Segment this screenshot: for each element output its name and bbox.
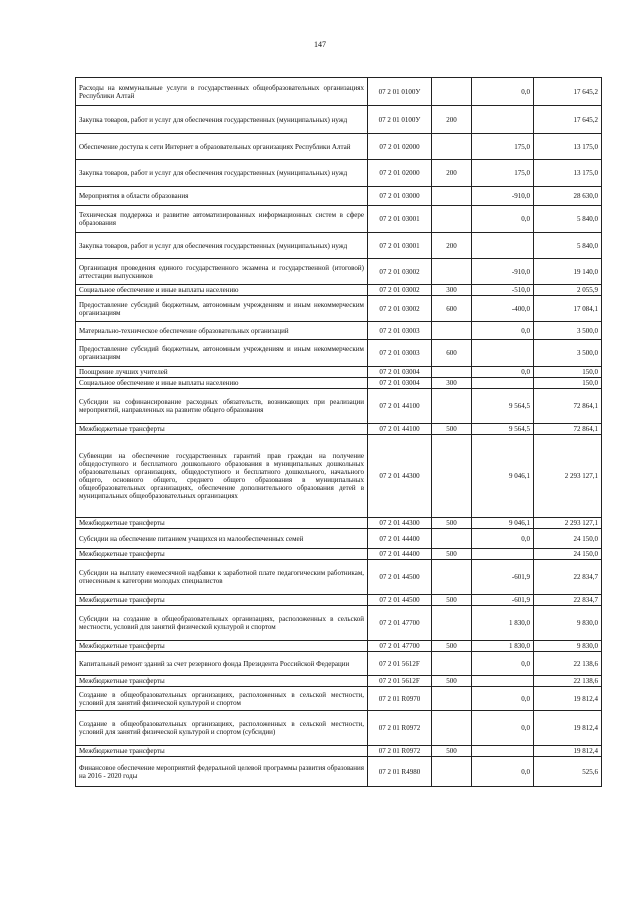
row-expense-type: 200: [432, 160, 472, 187]
row-total: 72 864,1: [534, 389, 602, 424]
row-total: 5 840,0: [534, 206, 602, 233]
table-row: [76, 233, 602, 259]
row-change: 175,0: [472, 134, 534, 160]
row-change: 0,0: [472, 757, 534, 787]
row-expense-type: 500: [432, 424, 472, 435]
row-expense-type: [432, 652, 472, 676]
row-change: 0,0: [472, 206, 534, 233]
row-change: 0,0: [472, 322, 534, 340]
row-change: -910,0: [472, 259, 534, 285]
row-change: 9 046,1: [472, 518, 534, 529]
row-name: Межбюджетные трансферты: [76, 424, 368, 435]
table-row: [76, 424, 602, 435]
row-code: 07 2 01 03003: [368, 340, 432, 367]
row-name: Субсидии на софинансирование расходных обязательств, возникающих при реализации мероприятий, направленных на развитие общего образования: [76, 389, 368, 424]
table-row: [76, 206, 602, 233]
row-expense-type: 500: [432, 746, 472, 757]
row-expense-type: 500: [432, 641, 472, 652]
row-total: 17 084,1: [534, 296, 602, 322]
table-row: [76, 595, 602, 606]
row-change: -400,0: [472, 296, 534, 322]
row-total: 3 500,0: [534, 322, 602, 340]
row-expense-type: [432, 435, 472, 518]
row-change: [472, 340, 534, 367]
row-name: Субсидии на выплату ежемесячной надбавки к заработной плате педагогическим работникам, отнесенным к категории молодых специалистов: [76, 560, 368, 595]
row-code: 07 2 01 03002: [368, 296, 432, 322]
row-expense-type: [432, 606, 472, 641]
row-code: 07 2 01 47700: [368, 606, 432, 641]
row-change: [472, 549, 534, 560]
row-name: Предоставление субсидий бюджетным, автономным учреждениям и иным некоммерческим организациям: [76, 340, 368, 367]
row-expense-type: [432, 687, 472, 711]
row-change: 9 564,5: [472, 389, 534, 424]
row-change: [472, 746, 534, 757]
table-row: [76, 340, 602, 367]
row-code: 07 2 01 44400: [368, 529, 432, 549]
row-total: 9 830,0: [534, 606, 602, 641]
row-code: 07 2 01 R0970: [368, 687, 432, 711]
row-code: 07 2 01 03004: [368, 378, 432, 389]
row-code: 07 2 01 44500: [368, 595, 432, 606]
table-row: [76, 529, 602, 549]
row-expense-type: [432, 187, 472, 206]
row-change: [472, 676, 534, 687]
table-row: [76, 606, 602, 641]
row-total: 2 055,9: [534, 285, 602, 296]
row-name: Техническая поддержка и развитие автоматизированных информационных систем в сфере образования: [76, 206, 368, 233]
row-expense-type: [432, 711, 472, 746]
page-number: 147: [314, 40, 326, 49]
row-name: Финансовое обеспечение мероприятий федеральной целевой программы развития образования на 2016 - 2020 годы: [76, 757, 368, 787]
row-change: -601,9: [472, 595, 534, 606]
row-change: 0,0: [472, 687, 534, 711]
row-expense-type: 600: [432, 296, 472, 322]
row-code: 07 2 01 R4980: [368, 757, 432, 787]
row-code: 07 2 01 02000: [368, 160, 432, 187]
row-expense-type: 600: [432, 340, 472, 367]
row-total: 17 645,2: [534, 78, 602, 106]
row-code: 07 2 01 0100У: [368, 78, 432, 106]
row-code: 07 2 01 0100У: [368, 106, 432, 134]
table-row: [76, 160, 602, 187]
row-code: 07 2 01 02000: [368, 134, 432, 160]
row-code: 07 2 01 44400: [368, 549, 432, 560]
row-change: 0,0: [472, 652, 534, 676]
row-code: 07 2 01 5612F: [368, 676, 432, 687]
row-expense-type: 200: [432, 233, 472, 259]
row-total: 9 830,0: [534, 641, 602, 652]
row-code: 07 2 01 R0972: [368, 711, 432, 746]
row-total: 19 812,4: [534, 711, 602, 746]
row-name: Создание в общеобразовательных организациях, расположенных в сельской местности, условий для занятий физической культурой и спортом: [76, 687, 368, 711]
table-row: [76, 549, 602, 560]
row-code: 07 2 01 44100: [368, 424, 432, 435]
table-row: [76, 641, 602, 652]
row-code: 07 2 01 03000: [368, 187, 432, 206]
row-expense-type: [432, 206, 472, 233]
row-expense-type: 300: [432, 285, 472, 296]
row-code: 07 2 01 44300: [368, 435, 432, 518]
budget-table: [75, 77, 602, 787]
row-change: [472, 378, 534, 389]
row-name: Предоставление субсидий бюджетным, автономным учреждениям и иным некоммерческим организациям: [76, 296, 368, 322]
row-code: 07 2 01 44100: [368, 389, 432, 424]
row-expense-type: 300: [432, 378, 472, 389]
row-total: 13 175,0: [534, 134, 602, 160]
row-total: 3 500,0: [534, 340, 602, 367]
row-total: 150,0: [534, 378, 602, 389]
row-total: 72 864,1: [534, 424, 602, 435]
row-expense-type: [432, 78, 472, 106]
row-total: 22 834,7: [534, 560, 602, 595]
row-name: Поощрение лучших учителей: [76, 367, 368, 378]
row-name: Субсидии на обеспечение питанием учащихся из малообеспеченных семей: [76, 529, 368, 549]
row-total: 5 840,0: [534, 233, 602, 259]
table-row: [76, 389, 602, 424]
row-name: Создание в общеобразовательных организациях, расположенных в сельской местности, условий для занятий физической культурой и спортом (субсидии): [76, 711, 368, 746]
row-total: 525,6: [534, 757, 602, 787]
row-change: [472, 233, 534, 259]
row-expense-type: 500: [432, 549, 472, 560]
row-total: 2 293 127,1: [534, 435, 602, 518]
table-row: [76, 187, 602, 206]
table-row: [76, 322, 602, 340]
row-expense-type: 500: [432, 518, 472, 529]
row-total: 28 630,0: [534, 187, 602, 206]
row-name: Обеспечение доступа к сети Интернет в образовательных организациях Республики Алтай: [76, 134, 368, 160]
table-row: [76, 676, 602, 687]
row-expense-type: [432, 560, 472, 595]
row-expense-type: [432, 389, 472, 424]
row-name: Субвенции на обеспечение государственных гарантий прав граждан на получение общедоступного и бесплатного дошкольного образования в муниципальных дошкольных образовательных организациях, общедоступного и бесплатного дошкольного, начального общего, основного общего, среднего общего образования в муниципальных общеобразовательных организациях, обеспечение дополнительного образования детей в муниципальных общеобразовательных организациях: [76, 435, 368, 518]
row-name: Закупка товаров, работ и услуг для обеспечения государственных (муниципальных) нужд: [76, 160, 368, 187]
table-row: [76, 518, 602, 529]
table-row: [76, 134, 602, 160]
row-code: 07 2 01 03001: [368, 206, 432, 233]
row-expense-type: [432, 529, 472, 549]
row-change: 0,0: [472, 711, 534, 746]
row-code: 07 2 01 R0972: [368, 746, 432, 757]
row-name: Мероприятия в области образования: [76, 187, 368, 206]
row-name: Организация проведения единого государственного экзамена и государственной (итоговой) аттестации выпускников: [76, 259, 368, 285]
table-row: [76, 560, 602, 595]
table-row: [76, 378, 602, 389]
row-expense-type: 500: [432, 595, 472, 606]
row-total: 19 812,4: [534, 687, 602, 711]
table-row: [76, 711, 602, 746]
row-code: 07 2 01 47700: [368, 641, 432, 652]
table-row: [76, 746, 602, 757]
row-expense-type: [432, 367, 472, 378]
table-row: [76, 296, 602, 322]
row-change: -601,9: [472, 560, 534, 595]
row-total: 22 834,7: [534, 595, 602, 606]
row-name: Межбюджетные трансферты: [76, 595, 368, 606]
table-row: [76, 367, 602, 378]
row-total: 24 150,0: [534, 529, 602, 549]
row-code: 07 2 01 03001: [368, 233, 432, 259]
row-change: 9 564,5: [472, 424, 534, 435]
row-change: 9 046,1: [472, 435, 534, 518]
row-name: Межбюджетные трансферты: [76, 549, 368, 560]
row-change: 0,0: [472, 367, 534, 378]
row-code: 07 2 01 44500: [368, 560, 432, 595]
row-change: -910,0: [472, 187, 534, 206]
row-code: 07 2 01 03004: [368, 367, 432, 378]
row-total: 17 645,2: [534, 106, 602, 134]
row-total: 19 812,4: [534, 746, 602, 757]
row-change: -510,0: [472, 285, 534, 296]
row-expense-type: [432, 134, 472, 160]
row-change: 0,0: [472, 78, 534, 106]
row-code: 07 2 01 44300: [368, 518, 432, 529]
table-row: [76, 687, 602, 711]
row-expense-type: 500: [432, 676, 472, 687]
table-row: [76, 652, 602, 676]
table-row: [76, 285, 602, 296]
row-total: 13 175,0: [534, 160, 602, 187]
row-expense-type: 200: [432, 106, 472, 134]
table-row: [76, 435, 602, 518]
budget-table-body: [76, 78, 602, 787]
row-name: Закупка товаров, работ и услуг для обеспечения государственных (муниципальных) нужд: [76, 106, 368, 134]
row-total: 22 138,6: [534, 652, 602, 676]
row-code: 07 2 01 5612F: [368, 652, 432, 676]
table-row: [76, 757, 602, 787]
row-total: 19 140,0: [534, 259, 602, 285]
row-code: 07 2 01 03003: [368, 322, 432, 340]
row-expense-type: [432, 757, 472, 787]
row-name: Социальное обеспечение и иные выплаты населению: [76, 378, 368, 389]
table-row: [76, 259, 602, 285]
row-expense-type: [432, 259, 472, 285]
row-name: Межбюджетные трансферты: [76, 641, 368, 652]
row-change: 0,0: [472, 529, 534, 549]
row-name: Расходы на коммунальные услуги в государственных общеобразовательных организациях Республики Алтай: [76, 78, 368, 106]
row-change: [472, 106, 534, 134]
row-name: Субсидии на создание в общеобразовательных организациях, расположенных в сельской местности, условий для занятий физической культурой и спортом: [76, 606, 368, 641]
row-change: 175,0: [472, 160, 534, 187]
row-name: Межбюджетные трансферты: [76, 676, 368, 687]
row-name: Капитальный ремонт зданий за счет резервного фонда Президента Российской Федерации: [76, 652, 368, 676]
row-code: 07 2 01 03002: [368, 259, 432, 285]
row-code: 07 2 01 03002: [368, 285, 432, 296]
row-name: Межбюджетные трансферты: [76, 518, 368, 529]
row-name: Материально-техническое обеспечение образовательных организаций: [76, 322, 368, 340]
row-expense-type: [432, 322, 472, 340]
row-change: 1 830,0: [472, 641, 534, 652]
row-total: 150,0: [534, 367, 602, 378]
row-name: Социальное обеспечение и иные выплаты населению: [76, 285, 368, 296]
row-total: 24 150,0: [534, 549, 602, 560]
table-row: [76, 78, 602, 106]
row-name: Межбюджетные трансферты: [76, 746, 368, 757]
table-row: [76, 106, 602, 134]
row-total: 2 293 127,1: [534, 518, 602, 529]
row-total: 22 138,6: [534, 676, 602, 687]
row-name: Закупка товаров, работ и услуг для обеспечения государственных (муниципальных) нужд: [76, 233, 368, 259]
row-change: 1 830,0: [472, 606, 534, 641]
